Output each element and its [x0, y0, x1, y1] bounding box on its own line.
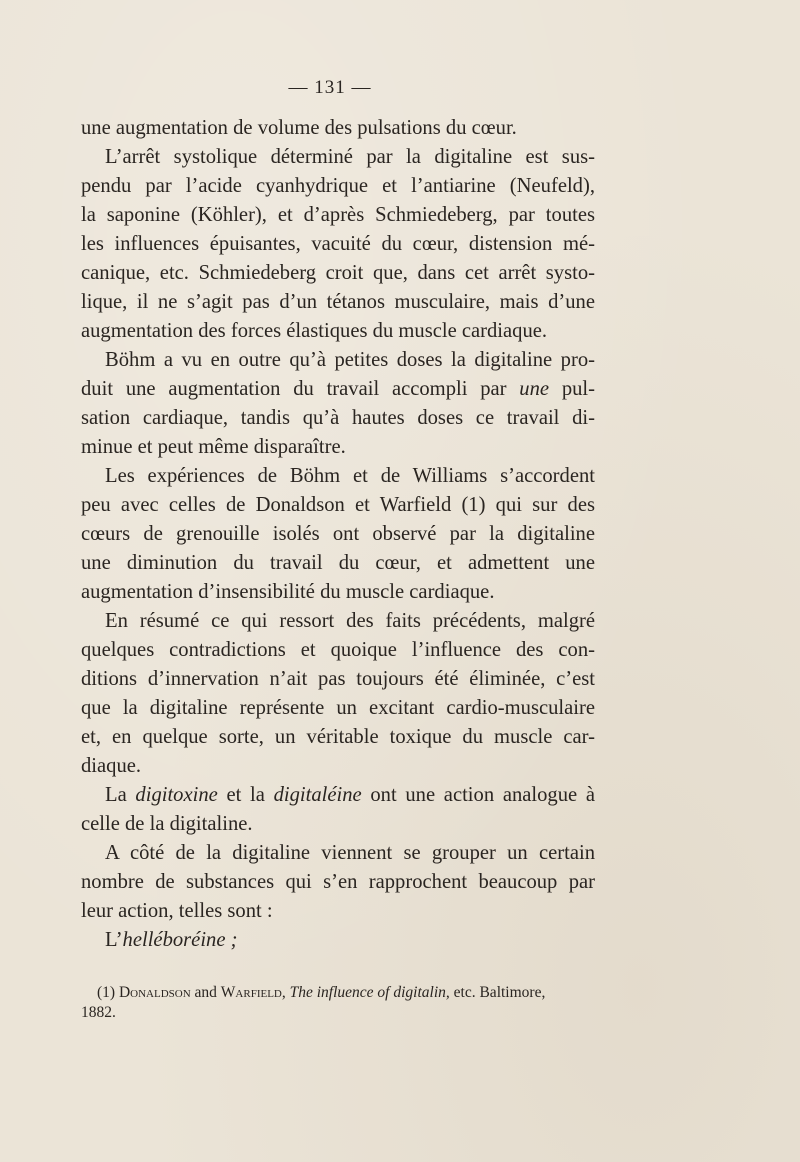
text-run: minue et peut même disparaître. [81, 436, 346, 458]
text-run: ditions d’innervation n’ait pas toujours été éliminée, c’est [81, 668, 595, 690]
text-line [81, 491, 595, 520]
footnote-marker: (1) [97, 984, 116, 1001]
text-run: celle de la digitaline. [81, 813, 253, 835]
text-run: diaque. [81, 755, 142, 777]
text-run: L’arrêt systolique déterminé par la digitaline est sus- [105, 146, 595, 168]
text-run: quelques contradictions et quoique l’influence des con- [81, 639, 595, 661]
italic-text: digitoxine [135, 784, 218, 806]
text-run: A côté de la digitaline viennent se grouper un certain [105, 842, 595, 864]
text-line [81, 752, 595, 781]
text-run: augmentation des forces élastiques du muscle cardiaque. [81, 320, 548, 342]
text-line [81, 172, 595, 201]
text-line [81, 868, 595, 897]
text-line [81, 433, 595, 462]
footnote-publication: etc. Baltimore, [453, 984, 546, 1001]
text-line [81, 723, 595, 752]
text-run: duit une augmentation du travail accompli par [81, 378, 520, 400]
text-line [81, 404, 595, 433]
footnote-conjunction: and [194, 984, 217, 1001]
text-run: canique, etc. Schmiedeberg croit que, dans cet arrêt systo- [81, 262, 595, 284]
text-run: sation cardiaque, tandis qu’à hautes doses ce travail di- [81, 407, 595, 429]
text-line [81, 259, 595, 288]
footnote-line [81, 983, 595, 1003]
text-line [81, 201, 595, 230]
text-line [81, 578, 595, 607]
text-line [81, 781, 595, 810]
text-run: une diminution du travail du cœur, et admettent une [81, 552, 595, 574]
text-run: L’ [105, 929, 123, 951]
text-run: nombre de substances qui s’en rapprochent beaucoup par [81, 871, 595, 893]
text-line [81, 288, 595, 317]
text-line [81, 694, 595, 723]
text-run: cœurs de grenouille isolés ont observé par la digitaline [81, 523, 595, 545]
text-run: La [105, 784, 136, 806]
text-line [81, 549, 595, 578]
text-line [81, 636, 595, 665]
text-run: En résumé ce qui ressort des faits précédents, malgré [105, 610, 595, 632]
text-line [81, 143, 595, 172]
text-line [81, 114, 595, 143]
text-run: les influences épuisantes, vacuité du cœur, distension mé- [81, 233, 595, 255]
text-line [81, 810, 595, 839]
page-number: — 131 — [288, 77, 372, 98]
footnote-author: Donaldson [118, 984, 191, 1001]
text-line [81, 317, 595, 346]
footnote-title: The influence of digitalin, [289, 984, 450, 1001]
text-line [81, 375, 595, 404]
text-run: une augmentation de volume des pulsations du cœur. [81, 117, 517, 139]
text-run: Böhm a vu en outre qu’à petites doses la digitaline pro- [105, 349, 595, 371]
text-run: pul- [549, 378, 595, 400]
italic-text: helléboréine ; [122, 929, 238, 951]
footnote-line [81, 1003, 595, 1023]
footnote-author: Warfield, [220, 984, 286, 1001]
text-line [81, 839, 595, 868]
italic-text: digitaléine [273, 784, 362, 806]
text-run: Les expériences de Böhm et de Williams s’accordent [105, 465, 595, 487]
text-run: et, en quelque sorte, un véritable toxique du muscle car- [81, 726, 595, 748]
footnote [81, 983, 595, 1023]
text-run: et la [217, 784, 274, 806]
text-run: leur action, telles sont : [81, 900, 273, 922]
text-line [81, 607, 595, 636]
italic-text: une [519, 378, 550, 400]
text-run: la saponine (Köhler), et d’après Schmiedeberg, par toutes [81, 204, 595, 226]
text-run: peu avec celles de Donaldson et Warfield (1) qui sur des [81, 494, 595, 516]
text-line [81, 926, 595, 955]
text-line [81, 230, 595, 259]
body-text [81, 114, 595, 955]
text-run: pendu par l’acide cyanhydrique et l’antiarine (Neufeld), [81, 175, 595, 197]
footnote-year: 1882. [81, 1004, 116, 1021]
text-line [81, 665, 595, 694]
text-run: ont une action analogue à [361, 784, 595, 806]
text-run: lique, il ne s’agit pas d’un tétanos musculaire, mais d’une [81, 291, 595, 313]
text-line [81, 462, 595, 491]
text-line [81, 897, 595, 926]
text-run: augmentation d’insensibilité du muscle cardiaque. [81, 581, 495, 603]
text-line [81, 346, 595, 375]
text-run: que la digitaline représente un excitant cardio-musculaire [81, 697, 595, 719]
text-line [81, 520, 595, 549]
